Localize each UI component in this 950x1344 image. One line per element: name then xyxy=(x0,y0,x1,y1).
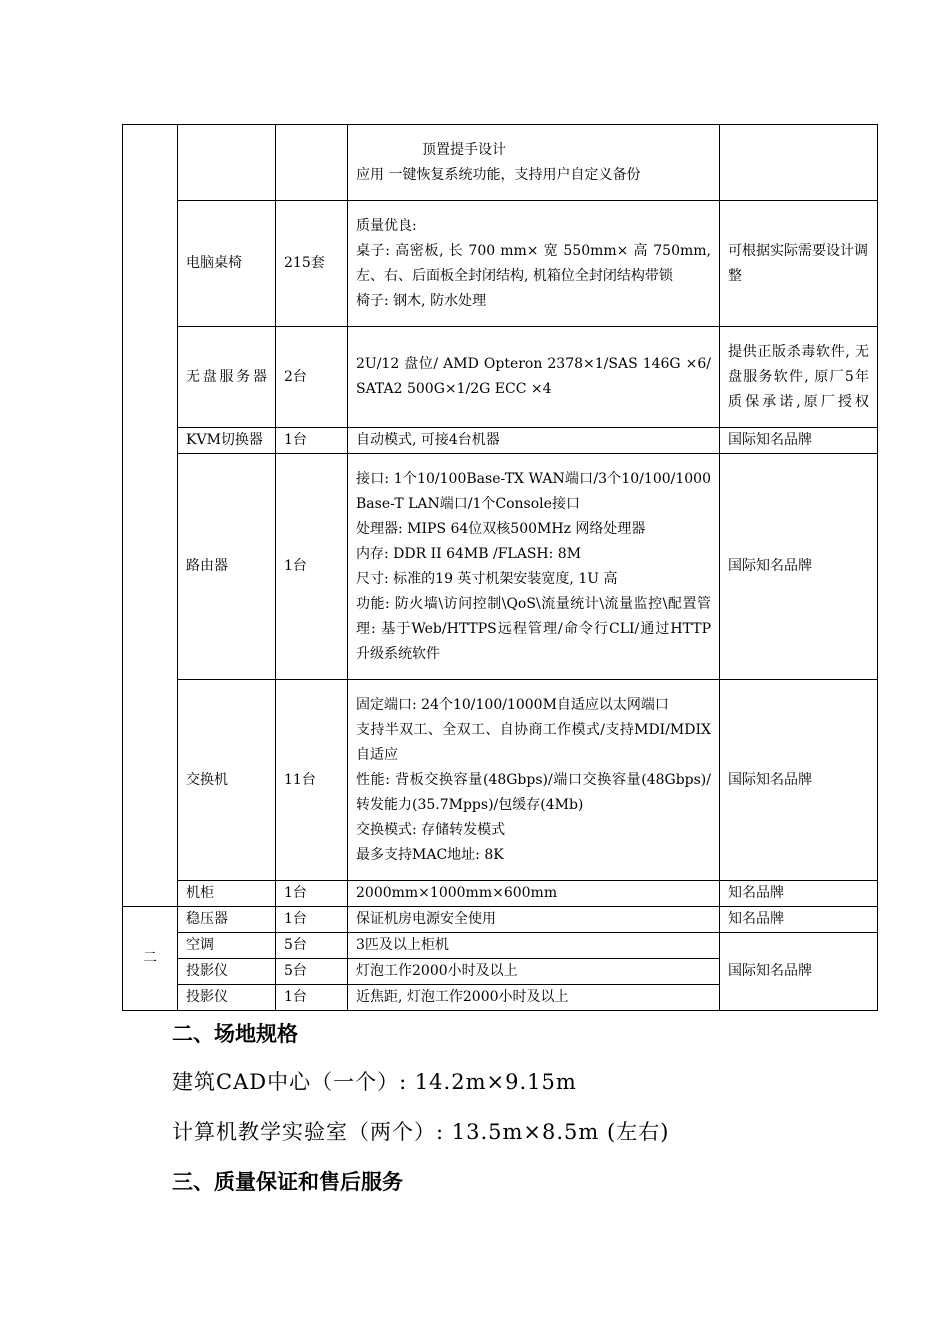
note-cell xyxy=(720,125,878,201)
qty-cell: 215套 xyxy=(276,201,348,327)
spec-line: 内存: DDR II 64MB /FLASH: 8M xyxy=(356,545,582,562)
spec-line: 顶置提手设计 xyxy=(422,141,506,158)
spec-cell xyxy=(348,454,720,680)
name-cell: 投影仪 xyxy=(178,959,276,985)
name-cell xyxy=(178,125,276,201)
qty-cell: 11台 xyxy=(276,680,348,881)
qty-cell: 1台 xyxy=(276,907,348,933)
qty-cell: 1台 xyxy=(276,454,348,680)
qty-cell xyxy=(276,125,348,201)
table-row xyxy=(123,201,878,327)
section-heading: 二、场地规格 xyxy=(172,1022,298,1046)
spec-cell: 2U/12 盘位/ AMD Opteron 2378×1/SAS 146G ×6/SATA2 500G×1/2G ECC ×4 xyxy=(348,327,720,428)
table-row xyxy=(123,933,878,959)
qty-cell: 1台 xyxy=(276,428,348,454)
spec-line: 接口: 1个10/100Base-TX WAN端口/3个10/100/1000Base-T LAN端口/1个Console接口 xyxy=(356,470,711,512)
table-row xyxy=(123,881,878,907)
table-row xyxy=(123,125,878,201)
spec-line: 尺寸: 标准的19 英寸机架安装宽度, 1U 高 xyxy=(356,570,618,587)
table-row xyxy=(123,327,878,428)
paragraph: 建筑CAD中心（一个）: 14.2m×9.15m xyxy=(172,1070,577,1094)
qty-cell: 1台 xyxy=(276,985,348,1011)
qty-cell: 5台 xyxy=(276,933,348,959)
spec-line: 交换模式: 存储转发模式 xyxy=(356,821,506,838)
name-cell: KVM切换器 xyxy=(178,428,276,454)
spec-cell: 3匹及以上柜机 xyxy=(348,933,720,959)
spec-cell xyxy=(348,680,720,881)
section-heading: 三、质量保证和售后服务 xyxy=(172,1170,403,1194)
note-cell: 提供正版杀毒软件, 无盘服务软件, 原厂5年质保承诺,原厂授权 xyxy=(720,327,878,428)
spec-line: 应用 一键恢复系统功能，支持用户自定义备份 xyxy=(356,166,641,183)
spec-line: 最多支持MAC地址: 8K xyxy=(356,846,504,863)
spec-line: 功能: 防火墙\访问控制\QoS\流量统计\流量监控\配置管理: 基于Web/HTTPS远程管理/命令行CLI/通过HTTP 升级系统软件 xyxy=(356,595,711,662)
qty-cell: 1台 xyxy=(276,881,348,907)
spec-line: 椅子: 钢木, 防水处理 xyxy=(356,292,487,309)
name-cell: 稳压器 xyxy=(178,907,276,933)
spec-line: 支持半双工、全双工、自协商工作模式/支持MDI/MDIX自适应 xyxy=(356,721,711,763)
name-cell: 路由器 xyxy=(178,454,276,680)
note-cell: 国际知名品牌 xyxy=(720,680,878,881)
name-cell: 空调 xyxy=(178,933,276,959)
spec-line: 固定端口: 24个10/100/1000M自适应以太网端口 xyxy=(356,696,669,713)
spec-line: 处理器: MIPS 64位双核500MHz 网络处理器 xyxy=(356,520,646,537)
spec-cell: 灯泡工作2000小时及以上 xyxy=(348,959,720,985)
group-cell-empty xyxy=(123,125,178,907)
table-row xyxy=(123,680,878,881)
group-label: 二 xyxy=(123,907,178,1011)
note-cell: 国际知名品牌 xyxy=(720,933,878,1011)
name-cell: 机柜 xyxy=(178,881,276,907)
spec-cell: 2000mm×1000mm×600mm xyxy=(348,881,720,907)
note-cell: 国际知名品牌 xyxy=(720,454,878,680)
spec-cell: 近焦距, 灯泡工作2000小时及以上 xyxy=(348,985,720,1011)
table-row xyxy=(123,454,878,680)
equipment-table xyxy=(122,124,878,1011)
name-cell: 投影仪 xyxy=(178,985,276,1011)
name-cell: 交换机 xyxy=(178,680,276,881)
table-row xyxy=(123,907,878,933)
note-cell: 知名品牌 xyxy=(720,881,878,907)
note-cell: 可根据实际需要设计调整 xyxy=(720,201,878,327)
qty-cell: 2台 xyxy=(276,327,348,428)
name-cell: 电脑桌椅 xyxy=(178,201,276,327)
spec-cell xyxy=(348,201,720,327)
name-cell: 无盘服务器 xyxy=(178,327,276,428)
spec-line: 质量优良: xyxy=(356,217,417,234)
note-cell: 国际知名品牌 xyxy=(720,428,878,454)
spec-cell xyxy=(348,125,720,201)
table-row xyxy=(123,428,878,454)
qty-cell: 5台 xyxy=(276,959,348,985)
spec-line: 性能: 背板交换容量(48Gbps)/端口交换容量(48Gbps)/转发能力(35.7Mpps)/包缓存(4Mb) xyxy=(356,771,711,813)
spec-cell: 自动模式, 可接4台机器 xyxy=(348,428,720,454)
paragraph: 计算机教学实验室（两个）: 13.5m×8.5m (左右) xyxy=(172,1120,670,1144)
spec-line: 桌子: 高密板, 长 700 mm× 宽 550mm× 高 750mm, 左、右、后面板全封闭结构, 机箱位全封闭结构带锁 xyxy=(356,242,711,284)
spec-cell: 保证机房电源安全使用 xyxy=(348,907,720,933)
note-cell: 知名品牌 xyxy=(720,907,878,933)
